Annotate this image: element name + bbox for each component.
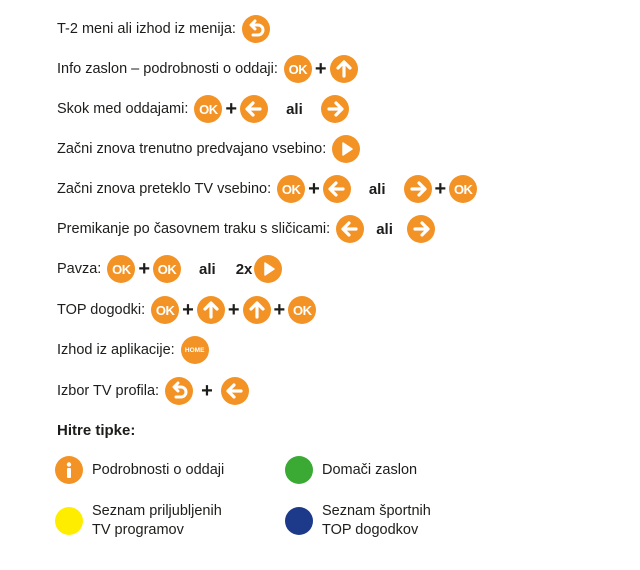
row-label: Izbor TV profila: <box>57 383 160 399</box>
times-text: 2x <box>235 260 253 278</box>
row-menu-exit <box>57 12 270 46</box>
arrow-left-icon <box>240 95 268 123</box>
row-label: T-2 meni ali izhod iz menija: <box>57 21 236 37</box>
hotkey-label: Domači zaslon <box>322 461 418 478</box>
plus-sign: + <box>225 98 238 120</box>
row-skip-shows <box>57 92 349 126</box>
row-pause <box>57 252 282 286</box>
hotkey-yellow-favorites <box>55 502 222 540</box>
plus-sign: + <box>434 178 447 200</box>
plus-sign: + <box>201 380 213 402</box>
plus-sign: + <box>273 299 286 321</box>
or-text: ali <box>368 180 386 198</box>
home-button-icon: HOME <box>181 336 209 364</box>
ok-button-icon: OK <box>194 95 222 123</box>
ok-button-icon: OK <box>449 175 477 203</box>
row-label: Izhod iz aplikacije: <box>57 342 175 358</box>
row-top-events <box>57 293 316 327</box>
hotkeys-heading: Hitre tipke: <box>57 422 136 439</box>
row-label: TOP dogodki: <box>57 302 146 318</box>
hotkey-green-home <box>285 456 417 484</box>
row-label: Skok med oddajami: <box>57 101 189 117</box>
hotkey-blue-sports <box>285 502 431 540</box>
hotkey-label: Podrobnosti o oddaji <box>92 461 225 478</box>
arrow-up-icon <box>243 296 271 324</box>
row-info-screen <box>57 52 358 86</box>
arrow-left-icon <box>336 215 364 243</box>
row-label: Začni znova preteklo TV vsebino: <box>57 181 272 197</box>
play-icon <box>254 255 282 283</box>
row-label: Info zaslon – podrobnosti o oddaji: <box>57 61 278 77</box>
plus-sign: + <box>138 258 151 280</box>
arrow-right-icon <box>321 95 349 123</box>
or-text: ali <box>286 100 303 118</box>
plus-sign: + <box>314 58 327 80</box>
plus-sign: + <box>182 299 194 321</box>
row-timeline-thumbnails <box>57 212 435 246</box>
ok-button-icon: OK <box>284 55 312 83</box>
arrow-up-icon <box>197 296 225 324</box>
row-tv-profile <box>57 374 249 408</box>
row-label: Začni znova trenutno predvajano vsebino: <box>57 141 327 157</box>
blue-dot-icon <box>285 507 313 535</box>
ok-button-icon: OK <box>288 296 316 324</box>
hotkey-label-line2: TV programov <box>92 522 184 538</box>
arrow-left-icon <box>323 175 351 203</box>
ok-button-icon: OK <box>277 175 305 203</box>
plus-sign: + <box>308 178 320 200</box>
row-exit-app <box>57 333 209 367</box>
arrow-up-icon <box>330 55 358 83</box>
arrow-right-icon <box>407 215 435 243</box>
yellow-dot-icon <box>55 507 83 535</box>
play-icon <box>332 135 360 163</box>
row-restart-past <box>57 172 477 206</box>
ok-button-icon: OK <box>151 296 179 324</box>
hotkey-label-block <box>322 502 431 540</box>
info-icon <box>55 456 83 484</box>
row-label: Premikanje po časovnem traku s sličicami: <box>57 221 331 237</box>
row-restart-current <box>57 132 360 166</box>
hotkey-orange-info <box>55 456 224 484</box>
row-label: Pavza: <box>57 261 102 277</box>
green-dot-icon <box>285 456 313 484</box>
or-text: ali <box>376 220 393 238</box>
hotkey-label-line1: Seznam športnih <box>322 503 431 519</box>
ok-button-icon: OK <box>107 255 135 283</box>
arrow-right-icon <box>404 175 432 203</box>
or-text: ali <box>199 260 216 278</box>
back-icon <box>242 15 270 43</box>
plus-sign: + <box>227 299 240 321</box>
arrow-left-icon <box>221 377 249 405</box>
ok-button-icon: OK <box>153 255 181 283</box>
hotkey-label-line1: Seznam priljubljenih <box>92 503 222 519</box>
back-icon <box>165 377 193 405</box>
hotkey-label-block <box>92 502 222 540</box>
hotkey-label-line2: TOP dogodkov <box>322 522 419 538</box>
